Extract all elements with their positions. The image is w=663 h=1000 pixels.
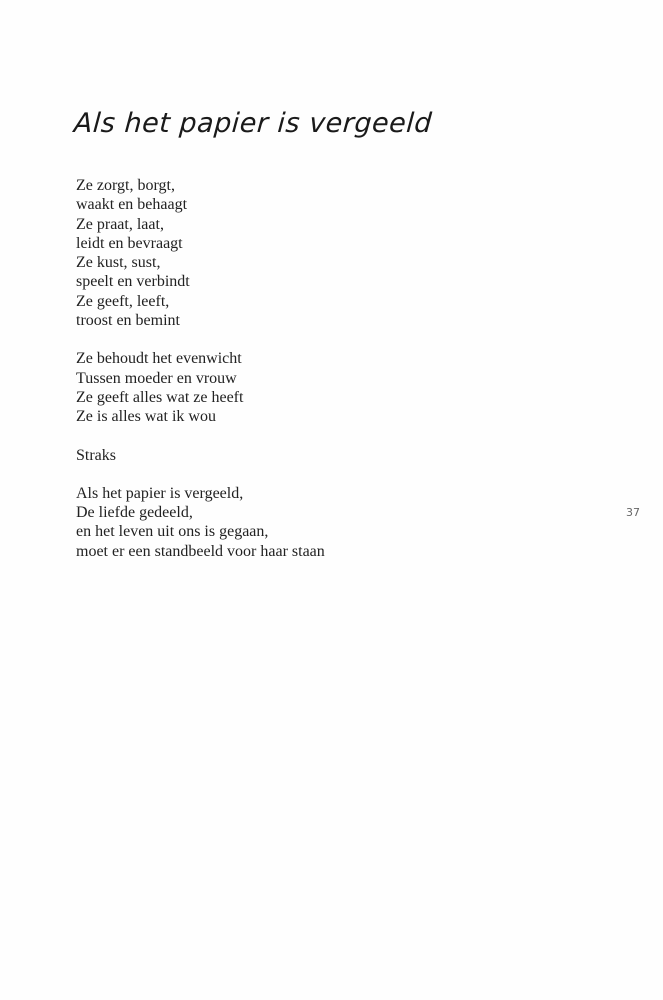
poem-line: Ze is alles wat ik wou: [76, 408, 216, 426]
page-number: 37: [626, 506, 640, 519]
poem-line: speelt en verbindt: [76, 273, 190, 291]
poem-line: Ze geeft, leeft,: [76, 292, 170, 310]
poem-line: leidt en bevraagt: [76, 234, 183, 252]
poem-line: Ze kust, sust,: [76, 254, 161, 272]
stanza-3: [76, 446, 325, 465]
stanza-4: [76, 484, 325, 561]
stanza-1: [76, 176, 325, 330]
poem-line: Ze behoudt het evenwicht: [76, 350, 242, 368]
poem-line: Als het papier is vergeeld,: [76, 484, 244, 502]
stanza-2: [76, 349, 325, 426]
poem-line: troost en bemint: [76, 312, 180, 330]
poem-line: en het leven uit ons is gegaan,: [76, 523, 269, 541]
poem-body: [76, 176, 325, 580]
poem-line: De liefde gedeeld,: [76, 504, 193, 522]
poem-line: Ze praat, laat,: [76, 215, 164, 233]
poem-line: Ze geeft alles wat ze heeft: [76, 388, 244, 406]
poem-line: waakt en behaagt: [76, 196, 188, 214]
poem-line: Ze zorgt, borgt,: [76, 177, 175, 194]
poem-line: moet er een standbeeld voor haar staan: [76, 542, 325, 560]
poem-line: Straks: [76, 446, 116, 464]
poem-line: Tussen moeder en vrouw: [76, 369, 237, 387]
poem-title: Als het papier is vergeeld: [72, 108, 434, 139]
